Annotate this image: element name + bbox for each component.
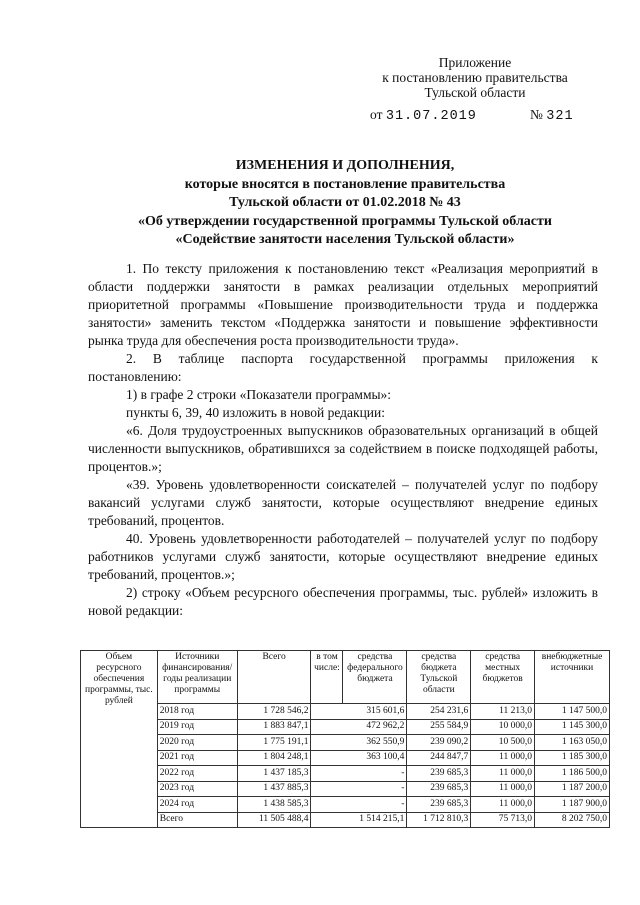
table-row [81, 750, 610, 766]
local-cell: 11 000,0 [471, 750, 535, 766]
paragraph-1: 1. По тексту приложения к постановлению текст «Реализация мероприятий в области поддержки занятости в рамках реализации отдельных мероприятий приоритетной программы «Повышение производительности труда и поддержка занятости» заменить текстом «Поддержка занятости и повышение эффективности рынка труда для обеспечения роста производительности труда». [88, 261, 598, 348]
header-extra: внебюджетные источники [535, 651, 610, 704]
title-line-4: «Об утверждении государственной программы Тульской области [138, 213, 552, 229]
table-row [81, 704, 610, 720]
federal-cell: 1 514 215,1 [311, 812, 407, 828]
header-regional: средства бюджета Тульской области [407, 651, 471, 704]
header-federal: средства федерального бюджета [343, 651, 407, 704]
paragraph-6: «39. Уровень удовлетворенности соискателей – получателей услуг по подбору вакансий услугами служб занятости, которые осуществляют внедрение единых требований, процентов. [88, 477, 598, 528]
table-row [81, 797, 610, 813]
local-cell: 10 500,0 [471, 735, 535, 751]
total-cell: 1 437 185,3 [237, 766, 311, 782]
extra-cell: 1 187 200,0 [535, 781, 610, 797]
extra-cell: 1 187 900,0 [535, 797, 610, 813]
year-cell: 2022 год [157, 766, 237, 782]
total-cell: 1 883 847,1 [237, 719, 311, 735]
year-cell: 2018 год [157, 704, 237, 720]
federal-cell: 363 100,4 [311, 750, 407, 766]
header-local: средства местных бюджетов [471, 651, 535, 704]
year-cell: 2020 год [157, 735, 237, 751]
appendix-header [330, 55, 620, 100]
federal-cell: - [311, 781, 407, 797]
regional-cell: 239 685,3 [407, 766, 471, 782]
local-cell: 11 000,0 [471, 766, 535, 782]
local-cell: 75 713,0 [471, 812, 535, 828]
local-cell: 11 000,0 [471, 781, 535, 797]
extra-cell: 1 186 500,0 [535, 766, 610, 782]
paragraph-3: 1) в графе 2 строки «Показатели программы»: [126, 387, 392, 402]
federal-cell: - [311, 766, 407, 782]
appendix-resolution: к постановлению правительства [382, 70, 568, 85]
year-cell: 2019 год [157, 719, 237, 735]
row-label-cell: Объем ресурсного обеспечения программы, тыс. рублей [81, 651, 158, 828]
year-cell: 2024 год [157, 797, 237, 813]
regional-cell: 254 231,6 [407, 704, 471, 720]
regional-cell: 239 090,2 [407, 735, 471, 751]
table-row [81, 766, 610, 782]
date-prefix: от [370, 107, 383, 122]
title-line-3: Тульской области от 01.02.2018 № 43 [229, 195, 461, 210]
regional-cell: 244 847,7 [407, 750, 471, 766]
local-cell: 10 000,0 [471, 719, 535, 735]
extra-cell: 1 185 300,0 [535, 750, 610, 766]
year-cell: 2023 год [157, 781, 237, 797]
federal-cell: 315 601,6 [311, 704, 407, 720]
table-row-total [81, 812, 610, 828]
total-cell: 1 437 885,3 [237, 781, 311, 797]
header-total: Всего [237, 651, 311, 704]
title-line-1: ИЗМЕНЕНИЯ И ДОПОЛНЕНИЯ, [235, 158, 455, 173]
paragraph-4: пункты 6, 39, 40 изложить в новой редакции: [126, 405, 386, 420]
number-prefix: № [530, 107, 543, 122]
document-title [80, 157, 610, 250]
federal-cell: 362 550,9 [311, 735, 407, 751]
appendix-label: Приложение [438, 55, 512, 70]
table-row [81, 735, 610, 751]
title-line-5: «Содействие занятости населения Тульской области» [175, 232, 515, 247]
year-cell: Всего [157, 812, 237, 828]
table-row [81, 781, 610, 797]
paragraph-5: «6. Доля трудоустроенных выпускников образовательных организаций в общей численности выпускников, обратившихся за содействием в поиске подходящей работы, процентов.»; [88, 423, 598, 474]
regional-cell: 1 712 810,3 [407, 812, 471, 828]
total-cell: 11 505 488,4 [237, 812, 311, 828]
document-body [88, 260, 598, 620]
header-sources: Источники финансирования/ годы реализации программы [157, 651, 237, 704]
regional-cell: 239 685,3 [407, 781, 471, 797]
total-cell: 1 728 546,2 [237, 704, 311, 720]
paragraph-7: 40. Уровень удовлетворенности работодателей – получателей услуг по подбору работников услугами служб занятости, которые осуществляют внедрение единых требований, процентов.»; [88, 531, 598, 582]
resolution-date: 31.07.2019 [385, 109, 477, 124]
table-row [81, 719, 610, 735]
header-including: в том числе: [311, 651, 343, 704]
federal-cell: - [311, 797, 407, 813]
total-cell: 1 804 248,1 [237, 750, 311, 766]
resolution-number: 321 [546, 109, 574, 124]
regional-cell: 255 584,9 [407, 719, 471, 735]
resource-table [80, 650, 610, 828]
local-cell: 11 213,0 [471, 704, 535, 720]
total-cell: 1 438 585,3 [237, 797, 311, 813]
year-cell: 2021 год [157, 750, 237, 766]
extra-cell: 8 202 750,0 [535, 812, 610, 828]
appendix-region: Тульской области [424, 85, 526, 100]
extra-cell: 1 163 050,0 [535, 735, 610, 751]
total-cell: 1 775 191,1 [237, 735, 311, 751]
title-line-2: которые вносятся в постановление правительства [184, 176, 506, 192]
local-cell: 11 000,0 [471, 797, 535, 813]
paragraph-8: 2) строку «Объем ресурсного обеспечения программы, тыс. рублей» изложить в новой редакции: [88, 585, 598, 618]
paragraph-2: 2. В таблице паспорта государственной программы приложения к постановлению: [88, 351, 598, 384]
extra-cell: 1 145 300,0 [535, 719, 610, 735]
regional-cell: 239 685,3 [407, 797, 471, 813]
federal-cell: 472 962,2 [311, 719, 407, 735]
extra-cell: 1 147 500,0 [535, 704, 610, 720]
resolution-reference [370, 107, 574, 124]
